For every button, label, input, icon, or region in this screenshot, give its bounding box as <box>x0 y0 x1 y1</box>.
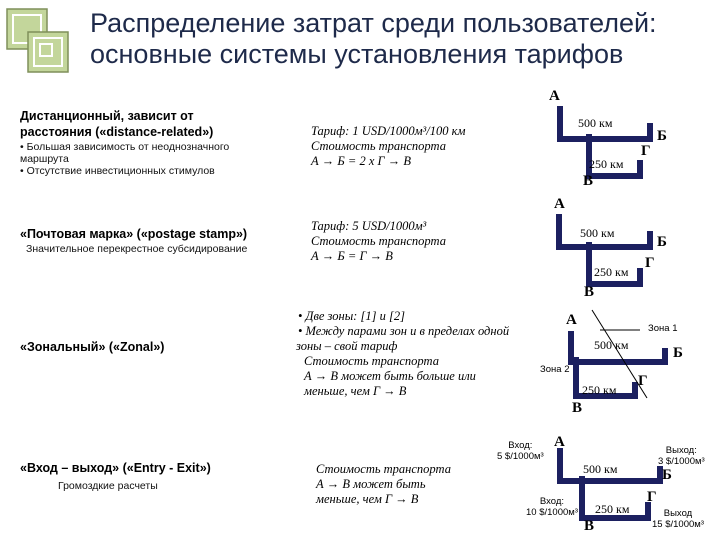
section2-caption: «Почтовая марка» («postage stamp») <box>20 227 248 241</box>
s1-label-b: Б <box>657 128 667 144</box>
s3-km250: 250 км <box>582 383 617 397</box>
s4-km250: 250 км <box>595 502 630 516</box>
s3-zone1: Зона 1 <box>648 323 678 334</box>
section4-caption: «Вход – выход» («Entry - Exit») <box>20 461 211 475</box>
s1-label-v: В <box>583 173 594 189</box>
section1-tariff-text: Тариф: 1 USD/1000м³/100 км Стоимость транспорта А → Б = 2 x Г → В <box>311 124 466 168</box>
s1-km250: 250 км <box>589 157 624 171</box>
s3-label-b: Б <box>673 345 683 361</box>
s2-km250: 250 км <box>594 265 629 279</box>
s4-entry1: Вход: 5 $/1000м³ <box>497 440 544 462</box>
s4-label-v: В <box>584 518 595 534</box>
s3-label-v: В <box>572 400 583 416</box>
section3-caption: «Зональный» («Zonal») <box>20 340 165 354</box>
s4-entry2: Вход: 10 $/1000м³ <box>526 496 578 518</box>
s4-km500: 500 км <box>583 462 618 476</box>
s3-km500: 500 км <box>594 338 629 352</box>
s4-label-a: А <box>554 434 565 450</box>
s4-exit2: Выход 15 $/1000м³ <box>652 508 704 530</box>
s4-label-b: Б <box>662 467 672 483</box>
s2-label-g: Г <box>645 255 655 271</box>
section4-text: Стоимость транспорта А → В может быть меньше, чем Г → В <box>316 462 451 506</box>
s1-km500: 500 км <box>578 116 613 130</box>
s3-label-a: А <box>566 312 577 328</box>
s2-label-v: В <box>584 284 595 300</box>
s1-label-g: Г <box>641 143 651 159</box>
s4-label-g: Г <box>647 489 657 505</box>
s4-exit1: Выход: 3 $/1000м³ <box>658 445 705 467</box>
section1-caption: Дистанционный, зависит от расстояния («distance-related») <box>20 109 214 139</box>
s3-label-g: Г <box>638 373 648 389</box>
s2-label-b: Б <box>657 234 667 250</box>
section3-zone-text: • Две зоны: [1] и [2] • Между парами зон и в пределах одной зоны – свой тариф Стоимость транспорта А → В может быть больше или меньше, чем Г → В <box>296 309 510 398</box>
section2-tariff-text: Тариф: 5 USD/1000м³ Стоимость транспорта А → Б = Г → В <box>311 219 446 263</box>
title-line-2: основные системы установления тарифов <box>90 39 624 69</box>
s1-label-a: А <box>549 88 560 104</box>
s2-label-a: А <box>554 196 565 212</box>
section1-notes: • Большая зависимость от неоднозначного маршрута • Отсутствие инвестиционных стимулов <box>20 141 230 177</box>
section4-notes: Громоздкие расчеты <box>58 480 158 492</box>
s3-zone2: Зона 2 <box>540 364 570 375</box>
section2-notes: Значительное перекрестное субсидирование <box>26 243 248 255</box>
s2-km500: 500 км <box>580 226 615 240</box>
title-line-1: Распределение затрат среди пользователей: <box>90 8 657 38</box>
